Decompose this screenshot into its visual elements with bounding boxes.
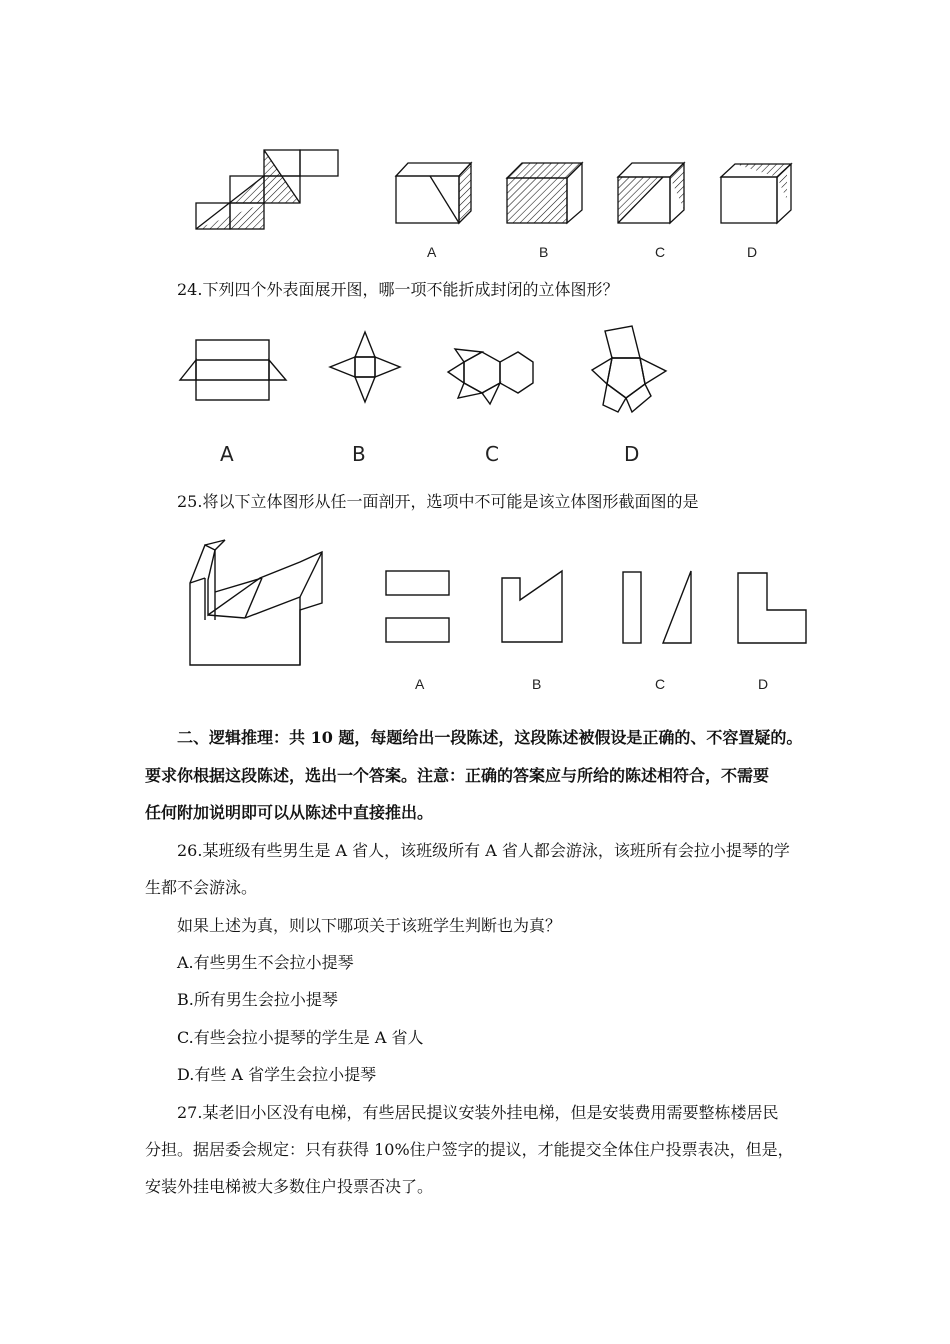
section2-line-2: 要求你根据这段陈述，选出一个答案。注意：正确的答案应与所给的陈述相符合，不需要 bbox=[145, 766, 770, 785]
q25-label-d: D bbox=[758, 676, 769, 692]
q24-net-b bbox=[330, 332, 400, 402]
q26-stem-line-2: 生都不会游泳。 bbox=[145, 878, 258, 897]
q23-label-b: B bbox=[539, 244, 549, 260]
q26-option-a: A.有些男生不会拉小提琴 bbox=[177, 953, 354, 972]
q24-question: 24.下列四个外表面展开图，哪一项不能折成封闭的立体图形？ bbox=[177, 280, 619, 299]
q26-stem-line-1: 26.某班级有些男生是 A 省人，该班级所有 A 省人都会游泳，该班所有会拉小提琴的学 bbox=[177, 841, 790, 860]
q23-label-c: C bbox=[655, 244, 666, 260]
q25-label-a: A bbox=[415, 676, 425, 692]
q26-option-c: C.有些会拉小提琴的学生是 A 省人 bbox=[177, 1028, 424, 1047]
q24-label-d: D bbox=[624, 442, 640, 466]
q25-label-b: B bbox=[532, 676, 542, 692]
q24-label-c: C bbox=[485, 442, 499, 466]
q25-label-c: C bbox=[655, 676, 666, 692]
q24-net-d bbox=[592, 326, 666, 412]
section2-line-3: 任何附加说明即可以从陈述中直接推出。 bbox=[145, 803, 434, 822]
q23-label-a: A bbox=[427, 244, 437, 260]
q25-option-b bbox=[502, 571, 562, 642]
q23-cube-b bbox=[507, 163, 582, 223]
q23-label-d: D bbox=[747, 244, 758, 260]
q24-label-a: A bbox=[220, 442, 234, 466]
q25-option-c bbox=[623, 571, 691, 643]
q27-line-3: 安装外挂电梯被大多数住户投票否决了。 bbox=[145, 1177, 434, 1196]
q23-cube-a bbox=[396, 163, 471, 223]
q25-solid bbox=[190, 540, 322, 665]
q23-cube-c bbox=[618, 163, 684, 223]
q24-net-a bbox=[180, 340, 286, 400]
q25-question: 25.将以下立体图形从任一面剖开，选项中不可能是该立体图形截面图的是 bbox=[177, 492, 699, 511]
q24-label-b: B bbox=[352, 442, 366, 466]
q27-line-2: 分担。据居委会规定：只有获得 10%住户签字的提议，才能提交全体住户投票表决，但是， bbox=[145, 1140, 794, 1159]
q26-option-d: D.有些 A 省学生会拉小提琴 bbox=[177, 1065, 377, 1084]
q27-line-1: 27.某老旧小区没有电梯，有些居民提议安装外挂电梯，但是安装费用需要整栋楼居民 bbox=[177, 1103, 779, 1122]
q24-net-c bbox=[448, 349, 533, 404]
q25-option-d bbox=[738, 573, 806, 643]
q23-cube-d bbox=[721, 164, 791, 223]
section2-line-1: 二、逻辑推理：共 10 题，每题给出一段陈述，这段陈述被假设是正确的、不容置疑的。 bbox=[177, 728, 803, 747]
q26-option-b: B.所有男生会拉小提琴 bbox=[177, 990, 338, 1009]
q26-prompt: 如果上述为真，则以下哪项关于该班学生判断也为真？ bbox=[177, 916, 562, 935]
q25-option-a bbox=[386, 571, 449, 642]
q23-cube-net bbox=[196, 150, 338, 229]
